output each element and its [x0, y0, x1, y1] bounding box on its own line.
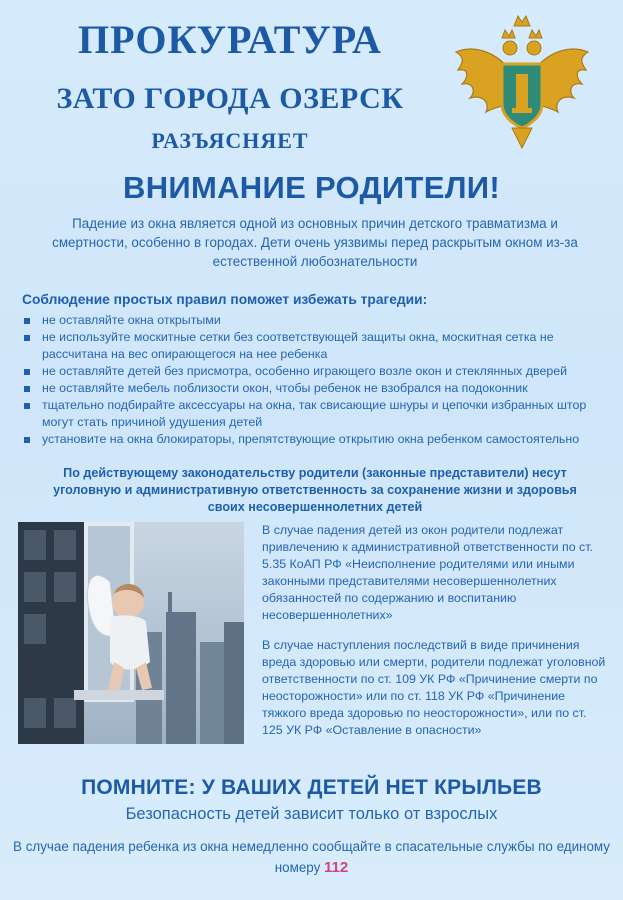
safety-subheading: Безопасность детей зависит только от взрослых — [125, 805, 498, 823]
bullet-icon — [24, 335, 30, 341]
bullet-icon — [24, 318, 30, 324]
bullet-icon — [24, 369, 30, 375]
list-item — [22, 363, 602, 380]
rule-text: не оставляйте мебель поблизости окон, чтобы ребенок не взобрался на подоконник — [42, 381, 528, 395]
rule-text: не оставляйте окна открытыми — [42, 313, 221, 327]
photo-illustration — [18, 522, 244, 744]
rule-text: не используйте москитные сетки без соответствующей защиты окна, москитная сетка не рассчитана на вес опирающегося на нее ребенка — [42, 330, 554, 361]
bullet-icon — [24, 386, 30, 392]
emergency-call-text — [10, 836, 613, 878]
bullet-icon — [24, 437, 30, 443]
call-text: В случае падения ребенка из окна немедленно сообщайте в спасательные службы по единому номеру — [13, 839, 610, 875]
rule-text: тщательно подбирайте аксессуары на окна, так свисающие шнуры и цепочки избранных штор могут стать причиной удушения детей — [42, 398, 587, 429]
header-title: ПРОКУРАТУРА — [78, 17, 382, 62]
prosecutor-eagle-emblem-icon — [452, 8, 592, 158]
attention-heading: ВНИМАНИЕ РОДИТЕЛИ! — [123, 170, 500, 205]
bullet-icon — [24, 403, 30, 409]
rules-list — [22, 312, 602, 448]
admin-liability-paragraph: В случае падения детей из окон родители подлежат привлечению к административной ответственности по ст. 5.35 КоАП РФ «Неисполнение родителями или иными законными представителями несовершеннолетних обязанностей по содержанию и воспитанию несовершеннолетних» — [262, 523, 593, 622]
emergency-number: 112 — [324, 859, 349, 876]
header-subtitle: ЗАТО ГОРОДА ОЗЕРСК — [56, 82, 404, 115]
list-item — [22, 397, 602, 431]
list-item — [22, 312, 602, 329]
list-item — [22, 431, 602, 448]
intro-text: Падение из окна является одной из основных причин детского травматизма и смертности, особенно в городах. Дети очень уязвимы перед раскрытым окном из-за естественной любознательности — [52, 216, 578, 269]
header-explains: РАЗЪЯСНЯЕТ — [151, 128, 309, 153]
rules-title: Соблюдение простых правил поможет избежать трагедии: — [22, 292, 428, 307]
child-with-angel-wings-on-window-photo — [18, 522, 244, 744]
rule-text: установите на окна блокираторы, препятствующие открытию окна ребенком самостоятельно — [42, 432, 580, 446]
rule-text: не оставляйте детей без присмотра, особенно играющего возле окон и стеклянных дверей — [42, 364, 568, 378]
criminal-liability-paragraph: В случае наступления последствий в виде причинения вреда здоровью или смерти, родители подлежат уголовной ответственности по ст. 109 УК РФ «Причинение смерти по неосторожности» или по ст. 118 УК РФ «Причинение тяжкого вреда здоровью по неосторожности», или по ст. 125 УК РФ «Оставление в опасности» — [262, 638, 606, 737]
law-notice: По действующему законодательству родители (законные представители) несут уголовную и административную ответственность за сохранение жизни и здоровья своих несовершеннолетних детей — [53, 466, 577, 514]
list-item — [22, 329, 602, 363]
remember-heading: ПОМНИТЕ: У ВАШИХ ДЕТЕЙ НЕТ КРЫЛЬЕВ — [81, 776, 542, 799]
list-item — [22, 380, 602, 397]
